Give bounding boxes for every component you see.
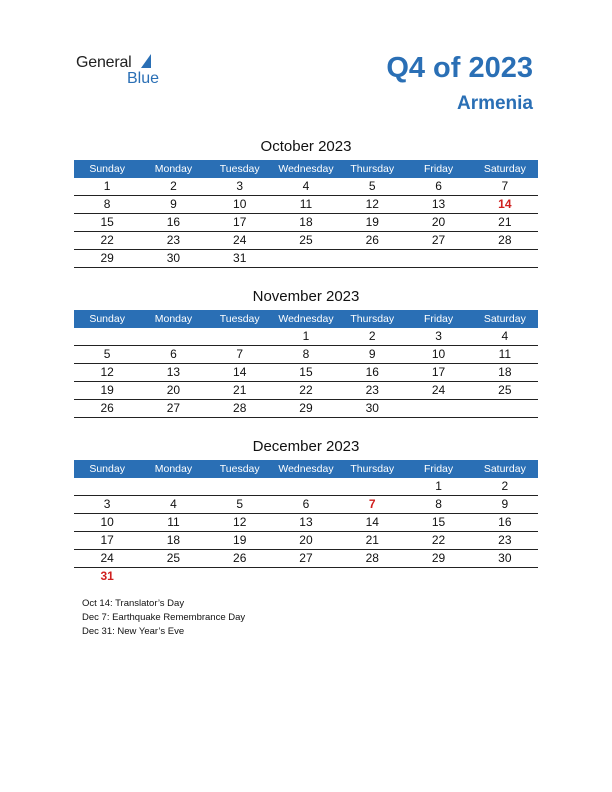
day-cell: 12 xyxy=(100,365,114,379)
week-row xyxy=(74,382,538,400)
weekday-header: Saturday xyxy=(483,313,526,325)
day-cell: 5 xyxy=(236,497,244,511)
day-cell: 18 xyxy=(498,365,512,379)
empty-day-cell xyxy=(140,568,206,585)
day-cell: 24 xyxy=(233,233,247,247)
week-row xyxy=(74,214,538,232)
weekday-header-row xyxy=(74,460,538,478)
general-blue-logo xyxy=(76,52,176,88)
weekday-header: Monday xyxy=(154,163,193,175)
day-cell: 14 xyxy=(365,515,379,529)
day-cell: 11 xyxy=(498,347,512,361)
day-cell: 18 xyxy=(299,215,313,229)
empty-day-cell xyxy=(405,568,471,585)
day-cell: 21 xyxy=(498,215,512,229)
day-cell: 29 xyxy=(431,551,446,565)
day-cell: 9 xyxy=(368,347,376,361)
day-cell: 28 xyxy=(498,233,512,247)
day-cell: 10 xyxy=(100,515,114,529)
weekday-header: Saturday xyxy=(483,463,526,475)
weekday-header: Sunday xyxy=(89,313,125,325)
day-cell: 17 xyxy=(100,533,114,547)
empty-day-cell xyxy=(405,250,471,267)
weekday-header: Wednesday xyxy=(278,463,334,475)
empty-day-cell xyxy=(273,568,339,585)
day-cell: 9 xyxy=(501,497,509,511)
week-row xyxy=(74,178,538,196)
logo-flag-icon xyxy=(141,54,151,68)
empty-day-cell xyxy=(273,478,339,495)
day-cell: 17 xyxy=(431,365,446,379)
weekday-header: Monday xyxy=(154,313,193,325)
empty-day-cell xyxy=(140,478,206,495)
week-row xyxy=(74,514,538,532)
weekday-header: Thursday xyxy=(350,163,395,175)
weekday-header: Sunday xyxy=(89,163,125,175)
day-cell: 16 xyxy=(166,215,181,229)
day-cell: 31 xyxy=(100,569,114,583)
day-cell: 30 xyxy=(498,551,512,565)
day-cell: 24 xyxy=(100,551,114,565)
empty-day-cell xyxy=(339,568,405,585)
empty-day-cell xyxy=(207,568,273,585)
day-cell: 15 xyxy=(100,215,114,229)
day-cell: 4 xyxy=(302,179,310,193)
day-cell: 7 xyxy=(236,347,244,361)
month-calendar xyxy=(74,138,538,268)
day-cell: 20 xyxy=(299,533,313,547)
day-cell: 16 xyxy=(365,365,379,379)
month-title: November 2023 xyxy=(252,288,360,305)
weekday-header: Friday xyxy=(423,163,454,175)
day-cell: 12 xyxy=(365,197,379,211)
day-cell: 3 xyxy=(103,497,111,511)
day-cell: 8 xyxy=(435,497,442,511)
day-cell: 25 xyxy=(299,233,313,247)
weekday-header-row xyxy=(74,310,538,328)
weekday-header: Tuesday xyxy=(219,463,260,475)
day-cell: 15 xyxy=(431,515,446,529)
week-row xyxy=(74,550,538,568)
week-row xyxy=(74,568,538,585)
day-cell: 7 xyxy=(501,179,509,193)
day-cell: 12 xyxy=(233,515,247,529)
day-cell: 1 xyxy=(302,329,310,343)
day-cell: 6 xyxy=(435,179,442,193)
week-row xyxy=(74,400,538,418)
day-cell: 23 xyxy=(166,233,181,247)
page-title: Q4 of 2023 xyxy=(386,52,533,84)
weekday-header: Tuesday xyxy=(219,163,260,175)
day-cell: 19 xyxy=(233,533,247,547)
logo-text-general: General xyxy=(76,54,132,71)
day-cell: 5 xyxy=(368,179,376,193)
day-cell: 27 xyxy=(166,401,181,415)
day-cell: 26 xyxy=(233,551,247,565)
weekday-header: Monday xyxy=(154,463,193,475)
day-cell: 17 xyxy=(233,215,247,229)
day-cell: 7 xyxy=(368,497,376,511)
weekday-header: Saturday xyxy=(483,163,526,175)
day-cell: 2 xyxy=(501,479,509,493)
day-cell: 15 xyxy=(299,365,313,379)
day-cell: 29 xyxy=(299,401,313,415)
day-cell: 20 xyxy=(431,215,446,229)
day-cell: 21 xyxy=(365,533,379,547)
weekday-header-row xyxy=(74,160,538,178)
day-cell: 9 xyxy=(170,197,177,211)
day-cell: 3 xyxy=(236,179,244,193)
day-cell: 8 xyxy=(103,197,111,211)
day-cell: 27 xyxy=(431,233,446,247)
logo-text-blue: Blue xyxy=(127,70,160,87)
day-cell: 8 xyxy=(302,347,310,361)
empty-day-cell xyxy=(405,400,471,417)
country-subtitle: Armenia xyxy=(456,93,533,114)
empty-day-cell xyxy=(140,328,206,345)
day-cell: 19 xyxy=(100,383,114,397)
month-title: December 2023 xyxy=(252,438,360,455)
holiday-note: Oct 14: Translator’s Day xyxy=(82,598,185,609)
day-cell: 21 xyxy=(233,383,247,397)
empty-day-cell xyxy=(472,568,538,585)
day-cell: 13 xyxy=(431,197,446,211)
day-cell: 19 xyxy=(365,215,379,229)
month-title: October 2023 xyxy=(260,138,352,155)
month-calendar xyxy=(74,438,538,585)
day-cell: 13 xyxy=(166,365,181,379)
day-cell: 23 xyxy=(498,533,512,547)
day-cell: 26 xyxy=(365,233,379,247)
day-cell: 1 xyxy=(103,179,111,193)
day-cell: 14 xyxy=(233,365,247,379)
day-cell: 22 xyxy=(299,383,313,397)
empty-day-cell xyxy=(472,250,538,267)
day-cell: 18 xyxy=(166,533,181,547)
week-row xyxy=(74,328,538,346)
empty-day-cell xyxy=(472,400,538,417)
weekday-header: Wednesday xyxy=(278,163,334,175)
day-cell: 4 xyxy=(170,497,177,511)
day-cell: 10 xyxy=(431,347,446,361)
day-cell: 3 xyxy=(435,329,442,343)
empty-day-cell xyxy=(74,478,140,495)
weekday-header: Thursday xyxy=(350,313,395,325)
day-cell: 13 xyxy=(299,515,313,529)
week-row xyxy=(74,364,538,382)
day-cell: 28 xyxy=(365,551,379,565)
day-cell: 31 xyxy=(233,251,247,265)
day-cell: 30 xyxy=(365,401,379,415)
holiday-note: Dec 31: New Year’s Eve xyxy=(82,626,185,637)
weekday-header: Friday xyxy=(423,463,454,475)
day-cell: 25 xyxy=(166,551,181,565)
day-cell: 24 xyxy=(431,383,446,397)
week-row xyxy=(74,250,538,268)
day-cell: 16 xyxy=(498,515,512,529)
day-cell: 6 xyxy=(170,347,177,361)
day-cell: 28 xyxy=(233,401,247,415)
month-calendar xyxy=(74,288,538,418)
day-cell: 20 xyxy=(166,383,181,397)
day-cell: 23 xyxy=(365,383,379,397)
week-row xyxy=(74,232,538,250)
weekday-header: Tuesday xyxy=(219,313,260,325)
day-cell: 2 xyxy=(170,179,177,193)
day-cell: 29 xyxy=(100,251,114,265)
week-row xyxy=(74,196,538,214)
empty-day-cell xyxy=(74,328,140,345)
day-cell: 6 xyxy=(302,497,310,511)
day-cell: 10 xyxy=(233,197,247,211)
empty-day-cell xyxy=(339,250,405,267)
holiday-notes xyxy=(82,597,245,639)
day-cell: 25 xyxy=(498,383,512,397)
empty-day-cell xyxy=(339,478,405,495)
week-row xyxy=(74,478,538,496)
day-cell: 11 xyxy=(299,197,313,211)
weekday-header: Friday xyxy=(423,313,454,325)
empty-day-cell xyxy=(273,250,339,267)
weekday-header: Wednesday xyxy=(278,313,334,325)
day-cell: 30 xyxy=(166,251,181,265)
day-cell: 26 xyxy=(100,401,114,415)
holiday-note: Dec 7: Earthquake Remembrance Day xyxy=(82,612,246,623)
day-cell: 11 xyxy=(167,515,180,529)
empty-day-cell xyxy=(207,328,273,345)
weekday-header: Thursday xyxy=(350,463,395,475)
empty-day-cell xyxy=(207,478,273,495)
day-cell: 27 xyxy=(299,551,313,565)
day-cell: 4 xyxy=(501,329,509,343)
day-cell: 22 xyxy=(100,233,114,247)
day-cell: 1 xyxy=(435,479,442,493)
day-cell: 2 xyxy=(368,329,376,343)
week-row xyxy=(74,346,538,364)
day-cell: 22 xyxy=(431,533,446,547)
day-cell: 5 xyxy=(103,347,111,361)
day-cell: 14 xyxy=(498,197,512,211)
week-row xyxy=(74,532,538,550)
weekday-header: Sunday xyxy=(89,463,125,475)
week-row xyxy=(74,496,538,514)
